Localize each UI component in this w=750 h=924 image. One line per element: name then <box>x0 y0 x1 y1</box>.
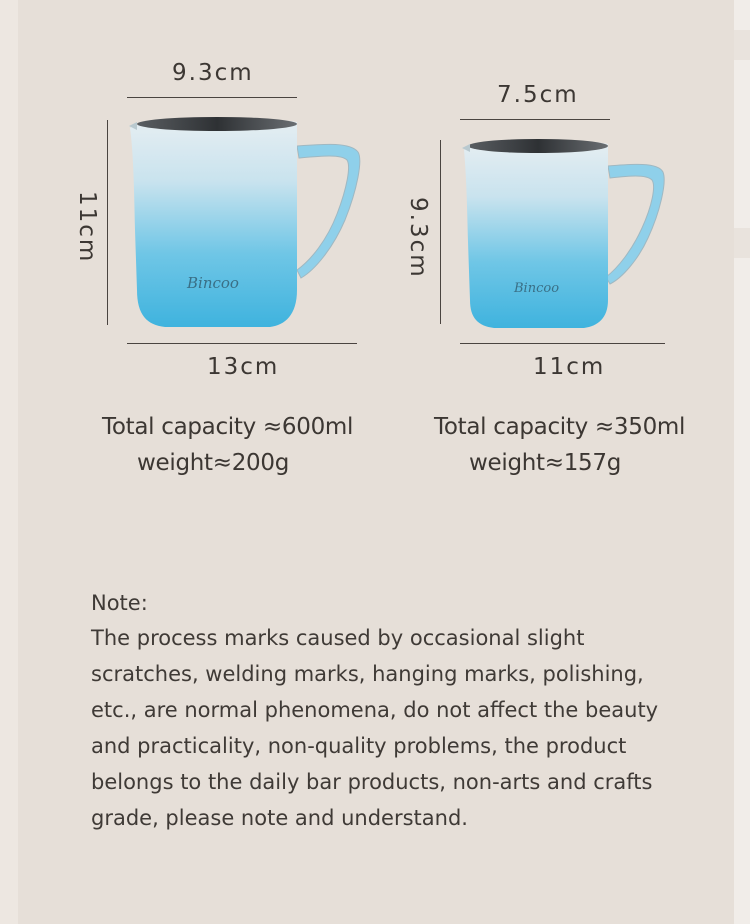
small-jug-total-width-line <box>460 343 665 344</box>
large-jug-height-label: 11cm <box>74 191 100 264</box>
large-jug-brand-logo: Bincoo <box>187 274 239 292</box>
small-milk-jug-image <box>460 132 670 332</box>
large-jug-height-line <box>107 120 108 325</box>
small-jug-height-label: 9.3cm <box>405 197 431 279</box>
large-jug-top-width-line <box>127 97 297 98</box>
small-jug-brand-logo: Bincoo <box>514 281 560 296</box>
small-jug-total-width-label: 11cm <box>533 354 606 380</box>
large-jug-total-width-line <box>127 343 357 344</box>
note-title: Note: <box>91 591 148 615</box>
large-jug-total-width-label: 13cm <box>207 354 280 380</box>
large-milk-jug-image <box>125 110 365 335</box>
small-jug-weight: weight≈157g <box>469 450 622 476</box>
large-jug-weight: weight≈200g <box>137 450 290 476</box>
small-jug-top-width-line <box>460 119 610 120</box>
large-jug-capacity: Total capacity ≈600ml <box>102 414 354 440</box>
note-body: The process marks caused by occasional slight scratches, welding marks, hanging marks, polishing, etc., are normal phenomena, do not affect the beauty and practicality, non-quality problems, the product belongs to the daily bar products, non-arts and crafts grade, please note and understand. <box>91 626 659 830</box>
small-jug-top-width-label: 7.5cm <box>497 82 579 108</box>
small-jug-height-line <box>440 140 441 324</box>
large-jug-top-width-label: 9.3cm <box>172 60 254 86</box>
page-edge <box>734 0 750 924</box>
small-jug-capacity: Total capacity ≈350ml <box>434 414 686 440</box>
